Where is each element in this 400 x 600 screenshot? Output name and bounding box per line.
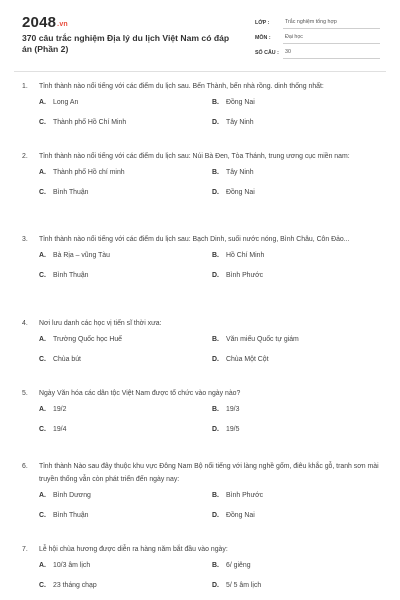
- question-text-row: [22, 543, 382, 556]
- answer-option[interactable]: [39, 426, 66, 433]
- question-text-row: [22, 233, 382, 246]
- option-text: 19/2: [53, 406, 67, 413]
- meta-info: [255, 14, 380, 59]
- option-text: Bà Rịa – vũng Tàu: [53, 252, 110, 259]
- meta-row-subject: [255, 29, 380, 44]
- answer-option[interactable]: [212, 562, 251, 569]
- meta-row-count: [255, 44, 380, 59]
- option-text: Long An: [53, 99, 79, 106]
- option-letter: A.: [39, 99, 46, 106]
- option-letter: C.: [39, 426, 46, 433]
- answer-options: [22, 492, 382, 536]
- option-letter: A.: [39, 252, 46, 259]
- answer-option[interactable]: [39, 99, 78, 106]
- option-letter: B.: [212, 406, 219, 413]
- option-text: 10/3 âm lịch: [53, 562, 91, 569]
- page-header: [0, 0, 400, 70]
- question-text: Tỉnh thành nào nổi tiếng với các điểm du lịch sau: Núi Bà Đen, Tòa Thánh, trung ương cục miền nam:: [39, 153, 350, 160]
- question-item: [22, 387, 382, 450]
- option-letter: C.: [39, 272, 46, 279]
- meta-value: Đại học: [283, 34, 380, 44]
- option-letter: C.: [39, 582, 46, 589]
- question-number: 6.: [22, 463, 28, 470]
- option-text: Bình Phước: [226, 492, 264, 499]
- option-letter: D.: [212, 119, 219, 126]
- option-text: Bình Dương: [53, 492, 91, 499]
- question-text: Tỉnh thành nào nổi tiếng với các điểm du lịch sau. Bến Thành, bến nhà rồng. dinh thống nhất:: [39, 83, 324, 90]
- answer-option[interactable]: [39, 512, 89, 519]
- answer-option[interactable]: [212, 119, 254, 126]
- answer-options: [22, 562, 382, 600]
- option-text: Chùa bút: [53, 356, 81, 363]
- option-letter: A.: [39, 336, 46, 343]
- answer-option[interactable]: [39, 272, 89, 279]
- question-item: [22, 150, 382, 213]
- option-letter: C.: [39, 189, 46, 196]
- answer-option[interactable]: [39, 169, 125, 176]
- question-number: 3.: [22, 236, 28, 243]
- question-text-row: [22, 387, 382, 400]
- question-number: 5.: [22, 390, 28, 397]
- answer-option[interactable]: [212, 252, 264, 259]
- meta-value: 30: [283, 49, 380, 59]
- answer-options: [22, 169, 382, 213]
- answer-option[interactable]: [212, 492, 263, 499]
- option-letter: D.: [212, 426, 219, 433]
- question-item: [22, 460, 382, 536]
- logo-text: 2048: [22, 14, 57, 31]
- option-text: Tây Ninh: [226, 169, 254, 176]
- question-text: Nơi lưu danh các học vị tiến sĩ thời xưa:: [39, 320, 162, 327]
- answer-option[interactable]: [212, 272, 263, 279]
- question-number: 7.: [22, 546, 28, 553]
- question-item: [22, 317, 382, 380]
- answer-option[interactable]: [212, 512, 255, 519]
- question-text: Ngày Văn hóa các dân tộc Việt Nam được tổ chức vào ngày nào?: [39, 390, 241, 397]
- option-letter: C.: [39, 119, 46, 126]
- page-title: 370 câu trắc nghiệm Địa lý du lịch Việt Nam có đáp án (Phần 2): [22, 33, 230, 54]
- answer-option[interactable]: [39, 492, 91, 499]
- answer-options: [22, 406, 382, 450]
- option-letter: B.: [212, 169, 219, 176]
- question-item: [22, 80, 382, 143]
- site-logo[interactable]: [22, 14, 68, 31]
- option-text: Đồng Nai: [226, 99, 255, 106]
- question-text-row: [22, 150, 382, 163]
- answer-option[interactable]: [212, 426, 239, 433]
- question-text-row: [22, 80, 382, 93]
- option-letter: A.: [39, 562, 46, 569]
- meta-value: Trắc nghiệm tổng hợp: [283, 19, 380, 29]
- answer-option[interactable]: [39, 406, 66, 413]
- answer-option[interactable]: [39, 189, 89, 196]
- answer-option[interactable]: [212, 406, 239, 413]
- option-letter: D.: [212, 272, 219, 279]
- question-text-row: [22, 317, 382, 330]
- option-text: 23 tháng chạp: [53, 582, 97, 589]
- option-text: 19/3: [226, 406, 240, 413]
- answer-option[interactable]: [39, 336, 122, 343]
- option-text: Hồ Chí Minh: [226, 252, 265, 259]
- answer-options: [22, 252, 382, 296]
- option-text: Bình Phước: [226, 272, 264, 279]
- option-letter: C.: [39, 512, 46, 519]
- answer-option[interactable]: [39, 252, 110, 259]
- option-text: Đồng Nai: [226, 512, 255, 519]
- answer-option[interactable]: [39, 119, 126, 126]
- answer-option[interactable]: [212, 336, 299, 343]
- question-text: Tỉnh thành Nào sau đây thuộc khu vực Đông Nam Bộ nổi tiếng với làng nghề gốm, điêu khắc gỗ, tranh sơn mài truyền thống vẫn còn phát triển đến ngày nay:: [39, 463, 379, 483]
- option-text: Tây Ninh: [226, 119, 254, 126]
- question-text-row: [22, 460, 382, 486]
- question-number: 1.: [22, 83, 28, 90]
- meta-label: MÔN :: [255, 35, 271, 41]
- question-number: 2.: [22, 153, 28, 160]
- meta-label: SỐ CÂU :: [255, 50, 279, 56]
- option-text: 19/5: [226, 426, 240, 433]
- option-text: Chùa Một Cột: [226, 356, 269, 363]
- answer-option[interactable]: [212, 189, 255, 196]
- question-number: 4.: [22, 320, 28, 327]
- question-text: Tỉnh thành nào nổi tiếng với các điểm du lịch sau: Bạch Dinh, suối nước nóng, Bình Châu, Côn Đảo...: [39, 236, 350, 243]
- option-text: Đồng Nai: [226, 189, 255, 196]
- option-text: 5/ 5 âm lịch: [226, 582, 262, 589]
- option-letter: D.: [212, 356, 219, 363]
- meta-row-class: [255, 14, 380, 29]
- option-text: Văn miếu Quốc tự giám: [226, 336, 299, 343]
- answer-option[interactable]: [212, 356, 269, 363]
- answer-options: [22, 99, 382, 143]
- answer-option[interactable]: [39, 356, 81, 363]
- option-text: Bình Thuận: [53, 272, 89, 279]
- answer-option[interactable]: [39, 582, 97, 589]
- option-text: 19/4: [53, 426, 67, 433]
- option-letter: A.: [39, 169, 46, 176]
- header-divider: [14, 71, 386, 72]
- meta-label: LỚP :: [255, 20, 270, 26]
- option-text: 6/ giêng: [226, 562, 251, 569]
- answer-option[interactable]: [212, 582, 261, 589]
- question-item: [22, 543, 382, 600]
- option-letter: A.: [39, 406, 46, 413]
- option-letter: B.: [212, 492, 219, 499]
- option-letter: B.: [212, 252, 219, 259]
- option-letter: B.: [212, 336, 219, 343]
- question-item: [22, 233, 382, 296]
- option-text: Thành phố Hồ chí minh: [53, 169, 125, 176]
- option-letter: D.: [212, 582, 219, 589]
- option-letter: D.: [212, 512, 219, 519]
- option-letter: A.: [39, 492, 46, 499]
- answer-option[interactable]: [39, 562, 90, 569]
- option-letter: C.: [39, 356, 46, 363]
- option-text: Trường Quốc học Huế: [53, 336, 123, 343]
- logo-suffix: .vn: [57, 21, 68, 28]
- option-letter: B.: [212, 99, 219, 106]
- option-letter: B.: [212, 562, 219, 569]
- answer-options: [22, 336, 382, 380]
- answer-option[interactable]: [212, 169, 254, 176]
- answer-option[interactable]: [212, 99, 255, 106]
- option-text: Bình Thuận: [53, 512, 89, 519]
- question-text: Lễ hội chùa hương được diễn ra hàng năm bắt đầu vào ngày:: [39, 546, 228, 553]
- option-letter: D.: [212, 189, 219, 196]
- option-text: Thành phố Hồ Chí Minh: [53, 119, 127, 126]
- option-text: Bình Thuận: [53, 189, 89, 196]
